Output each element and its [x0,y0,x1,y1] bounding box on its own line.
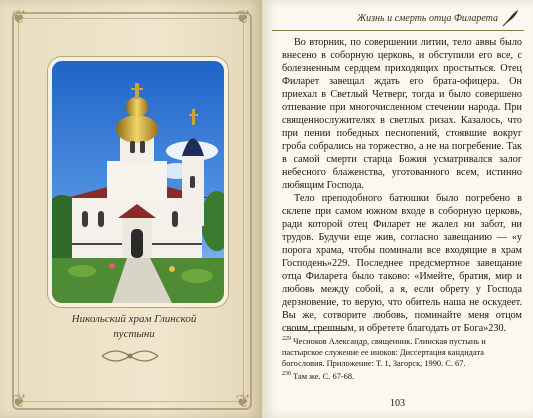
footnote [282,369,522,382]
caption-line: Никольский храм Глинской [71,313,197,325]
footnote-text: Чесноков Александр, священник. Глинская пустынь и пастырское служение ее иноков: Диссертация кандидата богословия. Приложение: Т. 1, Загорск, 1990. С. 67. [282,336,486,368]
footnotes [282,334,522,382]
corner-ornament-icon: ❦ [235,7,251,27]
corner-ornament-icon: ❦ [235,391,251,411]
running-header [272,8,524,31]
corner-ornament-icon: ❦ [11,7,27,27]
left-page [0,0,262,418]
right-page [262,0,533,418]
corner-ornament-icon: ❦ [11,391,27,411]
body-paragraph: Во вторник, по совершении литии, тело аввы было внесено в соборную церковь, и обступили его все, с болезненным сердцем приходящих простыться. Отец Филарет завещал ждать его брата-офицера. Он приехал в Светлый Четверг, тогда и было совершено отпевание при многочисленном стечении народа. При священнослужителях в светлых ризах. Казалось, что при пении победных песнопений, стоявшие вокруг гроба собрались на торжество, а не на погребение. Так в самой смерти старца Божия усматривался залог небесного блаженства, уготованного всем, истинно любящим Господа. [282,37,522,191]
flourish-ornament-icon [100,346,160,366]
church-photo [48,57,228,307]
footnote-text: Там же. С. 67-68. [293,371,355,381]
running-header-title: Жизнь и смерть отца Филарета [357,13,498,24]
page-number: 103 [390,398,405,409]
church-photo-illustration [52,61,224,303]
footnote [282,334,522,369]
footnote-divider [286,330,346,331]
photo-caption [52,312,216,342]
quill-pen-icon [500,8,520,28]
caption-line: пустыни [113,328,155,340]
footnote-number: 229 [282,336,291,342]
body-paragraph: Тело преподобного батюшки было погребено в склепе при самом южном входе в соборную церковь, ради которой отец Филарет не жалел ни забот, ни трудов. Будучи еще жив, согласно завещанию — «у порога храма, чтобы поминали все входящие в храм Господень»229. Последнее предсмертное завещание отца Филарета было таково: «Имейте, братия, мир и любовь между собой, а я, если обрету у Господа дерзновение, то верую, что обитель наша не оскудеет. Вы же, сотворите любовь, поминайте меня отцом своим, грешным, и обретете благодать от Бога»230. [282,193,522,334]
body-text [282,36,522,335]
footnote-number: 230 [282,370,291,377]
